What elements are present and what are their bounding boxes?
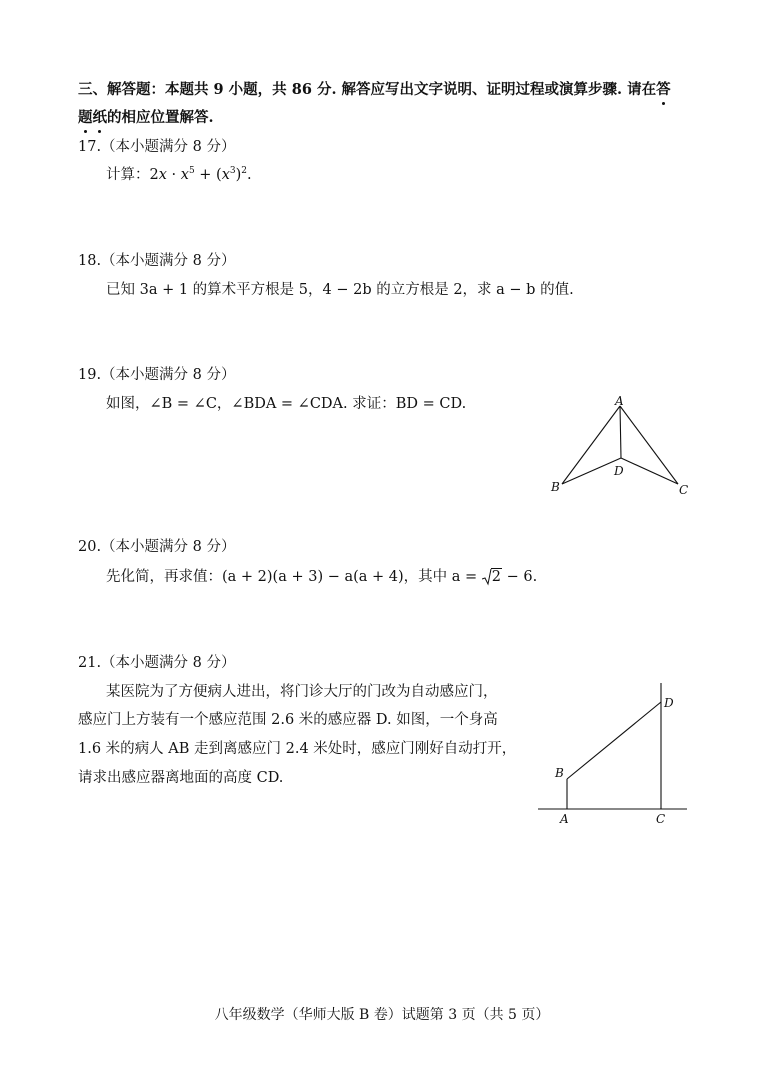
- label-c: C: [679, 483, 689, 497]
- label-b: B: [551, 480, 560, 494]
- emphasis-char: 题: [78, 109, 93, 126]
- sqrt-icon: [482, 568, 492, 586]
- q19-header: 19.（本小题满分 8 分）: [78, 367, 236, 383]
- q21-line: 1.6 米的病人 AB 走到离感应门 2.4 米处时，感应门刚好自动打开，: [78, 741, 517, 757]
- section-heading-line2: [78, 109, 214, 126]
- q17-part: + (: [194, 167, 222, 183]
- q17-var: x: [158, 167, 167, 183]
- label-d: D: [664, 696, 674, 710]
- q21-line: 某医院为了方便病人进出，将门诊大厅的门改为自动感应门，: [106, 684, 498, 700]
- segment-ab: [562, 406, 620, 484]
- q17-part: 计算：2: [106, 167, 159, 183]
- section-heading-text-rest: 的相应位置解答.: [107, 109, 214, 126]
- sqrt-expression: [482, 569, 502, 586]
- q21-line: 请求出感应器离地面的高度 CD.: [78, 770, 284, 786]
- q20-part: 先化简，再求值：(a + 2)(a + 3) − a(a + 4)，其中 a =: [106, 569, 482, 585]
- q20-text: [106, 569, 537, 586]
- q17-exponent: 5: [188, 166, 195, 177]
- segment-cd: [621, 458, 678, 484]
- q17-part: ·: [166, 167, 181, 183]
- q17-header: 17.（本小题满分 8 分）: [78, 139, 236, 155]
- label-b: B: [555, 766, 564, 780]
- q17-text: [106, 167, 252, 184]
- emphasis-char: 纸: [92, 109, 107, 126]
- q21-header: 21.（本小题满分 8 分）: [78, 655, 236, 671]
- q17-part: ): [235, 167, 242, 183]
- section-heading-text: 三、解答题：本题共 9 小题，共 86 分. 解答应写出文字说明、证明过程或演算步骤. 请在: [78, 81, 657, 98]
- segment-ac: [620, 406, 678, 484]
- q19-text: 如图，∠B = ∠C，∠BDA = ∠CDA. 求证：BD = CD.: [106, 396, 467, 412]
- q18-header: 18.（本小题满分 8 分）: [78, 253, 236, 269]
- q17-var: x: [180, 167, 189, 183]
- q19-figure: [540, 390, 700, 500]
- q21-line: 感应门上方装有一个感应范围 2.6 米的感应器 D. 如图，一个身高: [78, 712, 498, 728]
- label-c: C: [656, 812, 666, 826]
- label-a: A: [560, 812, 569, 826]
- label-a: A: [615, 394, 624, 408]
- q17-exponent: 3: [229, 166, 236, 177]
- label-d: D: [614, 464, 624, 478]
- emphasis-char: 答: [656, 81, 671, 98]
- page-footer: 八年级数学（华师大版 B 卷）试题第 3 页（共 5 页）: [214, 1007, 550, 1023]
- segment-bd: [562, 458, 621, 484]
- q20-part: − 6.: [502, 569, 538, 585]
- q21-figure: [535, 675, 695, 830]
- q17-exponent: 2: [241, 166, 248, 177]
- q17-part: .: [247, 167, 252, 183]
- segment-bd: [567, 702, 661, 779]
- q17-var: x: [221, 167, 230, 183]
- q18-text: 已知 3a + 1 的算术平方根是 5，4 − 2b 的立方根是 2，求 a − b 的值.: [106, 282, 574, 298]
- section-heading-line1: [78, 81, 671, 98]
- segment-ad: [620, 406, 621, 458]
- sqrt-radicand: 2: [491, 569, 502, 585]
- q20-header: 20.（本小题满分 8 分）: [78, 539, 236, 555]
